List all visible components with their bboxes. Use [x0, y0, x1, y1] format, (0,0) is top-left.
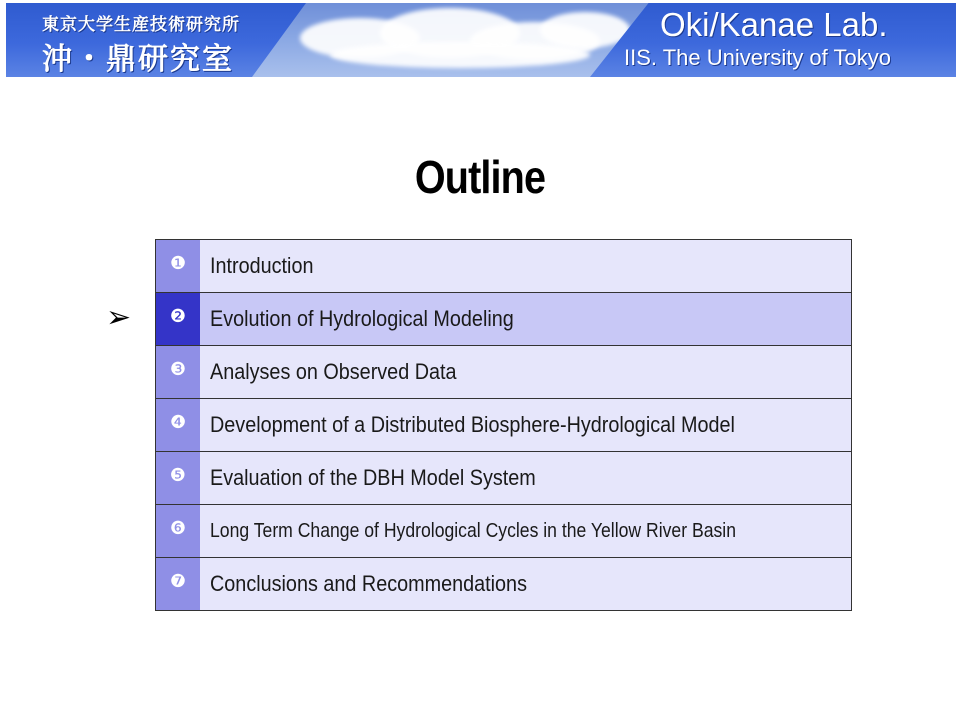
slide-title: Outline	[414, 151, 546, 203]
item-label: Development of a Distributed Biosphere-Hydrological Model	[210, 412, 735, 437]
lab-name-jp: 沖・鼎研究室	[42, 43, 234, 76]
cloud-image	[330, 42, 590, 68]
item-number: ❶	[156, 240, 200, 292]
item-number: ❸	[156, 346, 200, 398]
outline-item-analyses	[155, 346, 852, 399]
institute-name: 東京大学生産技術研究所	[42, 15, 240, 34]
item-label: Evolution of Hydrological Modeling	[210, 306, 514, 331]
lab-name-en: Oki/Kanae Lab.	[660, 6, 888, 43]
current-section-arrow-icon: ➢	[106, 301, 132, 334]
lab-banner	[0, 0, 960, 80]
outline-list	[155, 239, 852, 611]
outline-item-evolution-active	[155, 293, 852, 346]
item-label: Introduction	[210, 253, 314, 278]
item-label: Analyses on Observed Data	[210, 359, 457, 384]
item-number: ❹	[156, 399, 200, 451]
item-label: Evaluation of the DBH Model System	[210, 465, 536, 490]
cloud-image	[540, 12, 630, 48]
outline-item-development	[155, 399, 852, 452]
university-name: IIS. The University of Tokyo	[624, 45, 891, 70]
outline-item-introduction	[155, 240, 852, 293]
item-label: Long Term Change of Hydrological Cycles in the Yellow River Basin	[210, 519, 737, 542]
outline-item-evaluation	[155, 452, 852, 505]
item-label: Conclusions and Recommendations	[210, 571, 527, 596]
item-number: ❺	[156, 452, 200, 504]
outline-item-conclusions	[155, 558, 852, 611]
item-number: ❷	[156, 293, 200, 345]
outline-item-long-term-change	[155, 505, 852, 558]
item-number: ❼	[156, 558, 200, 610]
item-number: ❻	[156, 505, 200, 557]
